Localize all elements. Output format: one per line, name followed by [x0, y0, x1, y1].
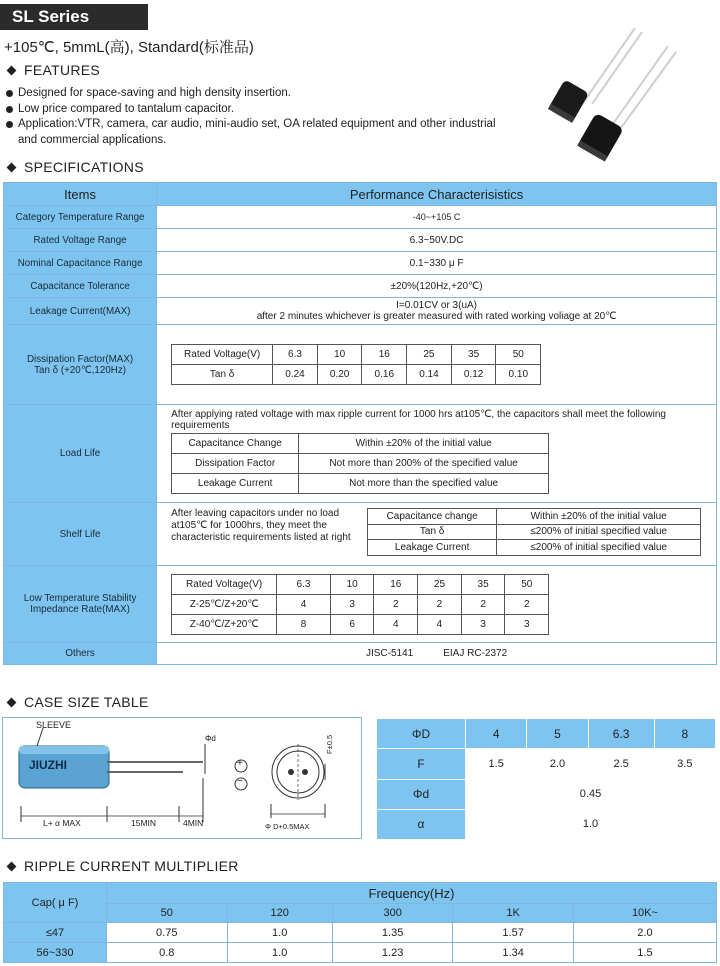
- case-drawing: [2, 717, 362, 839]
- items-header: Items: [4, 183, 157, 206]
- category-temp-label: Category Temperature Range: [4, 206, 157, 229]
- rated-voltage-value: 6.3~50V.DC: [157, 229, 717, 252]
- case-size-table: ΦD 4 5 6.3 8 F 1.5 2.0 2.5 3.5 Φd 0.45 α 1.0: [376, 718, 716, 840]
- feature-item: Low price compared to tantalum capacitor.: [4, 102, 504, 118]
- others-label: Others: [4, 643, 157, 665]
- category-temp-value: -40~+105 C: [157, 206, 717, 229]
- ripple-heading: RIPPLE CURRENT MULTIPLIER: [2, 858, 239, 874]
- leakage-value: I=0.01CV or 3(uA) after 2 minutes whichever is greater measured with rated working voliage at 20℃: [157, 298, 717, 325]
- dissipation-value: [157, 325, 717, 405]
- feature-item: Designed for space-saving and high density insertion.: [4, 86, 504, 102]
- dim-l-label: L+ α MAX: [43, 818, 81, 828]
- cap-tol-value: ±20%(120Hz,+20℃): [157, 275, 717, 298]
- ripple-table: Cap( μ F) Frequency(Hz) 50 120 300 1K 10K~ ≤47 0.75 1.0 1.35 1.57 2.0 56~330 0.8 1.0 1.23 1.34 1.5: [3, 882, 717, 963]
- table-row: ≤47 0.75 1.0 1.35 1.57 2.0: [4, 923, 717, 943]
- low-temp-table: Rated Voltage(V) 6.3 10 16 25 35 50 Z-25℃/Z+20℃ 4 3 2 2 2 2 Z-40℃/Z+20℃ 8 6 4 4 3 3: [171, 574, 549, 635]
- low-temp-value: [157, 566, 717, 643]
- case-size-heading: CASE SIZE TABLE: [2, 694, 149, 710]
- diamond-icon: [7, 862, 17, 872]
- series-subtitle: +105℃, 5mmL(高), Standard(标准品): [4, 39, 254, 56]
- brand-label: JIUZHI: [29, 758, 68, 772]
- specifications-heading: SPECIFICATIONS: [2, 159, 144, 175]
- diamond-icon: [7, 698, 17, 708]
- dim-4-label: 4MIN: [183, 818, 204, 828]
- dissipation-label: Dissipation Factor(MAX) Tan δ (+20℃,120Hz): [4, 325, 157, 405]
- specifications-table: [3, 182, 717, 665]
- load-life-value: After applying rated voltage with max ripple current for 1000 hrs at105℃, the capacitors shall meet the following requirements Capacitance Change Within ±20% of the initial value Dissipation Factor Not more than 200% of the specified value Leakage Current Not more than the specified value: [157, 405, 717, 503]
- minus-symbol: −: [237, 776, 243, 787]
- rated-voltage-label: Rated Voltage Range: [4, 229, 157, 252]
- load-life-table: Capacitance Change Within ±20% of the initial value Dissipation Factor Not more than 200% of the specified value Leakage Current Not more than the specified value: [171, 433, 549, 494]
- frequency-header: Frequency(Hz): [107, 883, 717, 904]
- plus-symbol: +: [237, 758, 243, 769]
- leakage-label: Leakage Current(MAX): [4, 298, 157, 325]
- low-temp-label: Low Temperature Stability Impedance Rate(MAX): [4, 566, 157, 643]
- series-title: SL Series: [0, 4, 148, 30]
- cap-header: Cap( μ F): [4, 883, 107, 923]
- sleeve-label: SLEEVE: [36, 720, 72, 730]
- dim-f-label: F±0.5: [325, 734, 334, 754]
- nominal-cap-label: Nominal Capacitance Range: [4, 252, 157, 275]
- shelf-life-value: After leaving capacitors under no load at105℃ for 1000hrs, they meet the characteristic requirements listed at right Capacitance change Within ±20% of the initial value Tan δ ≤200% of initial specified value Leakage Current ≤200% of initial specified value: [157, 503, 717, 566]
- others-value: JISC-5141 EIAJ RC-2372: [157, 643, 717, 665]
- load-life-label: Load Life: [4, 405, 157, 503]
- diamond-icon: [7, 66, 17, 76]
- dim-dia-label: Φ D+0.5MAX: [265, 822, 310, 831]
- features-list: [4, 86, 504, 148]
- capacitor-photo: [540, 20, 690, 170]
- performance-header: Performance Characterisistics: [157, 183, 717, 206]
- features-heading: FEATURES: [2, 62, 100, 78]
- dim-15-label: 15MIN: [131, 818, 157, 828]
- dissipation-table: Rated Voltage(V) 6.3 10 16 25 35 50 Tan δ 0.24 0.20 0.16 0.14 0.12 0.10: [171, 344, 541, 385]
- phi-d-label: Φd: [205, 734, 216, 743]
- nominal-cap-value: 0.1~330 μ F: [157, 252, 717, 275]
- shelf-life-table: Capacitance change Within ±20% of the initial value Tan δ ≤200% of initial specified value Leakage Current ≤200% of initial specified value: [367, 508, 701, 556]
- feature-item: Application:VTR, camera, car audio, mini-audio set, OA related equipment and other industrial and commercial applications.: [4, 117, 498, 148]
- diamond-icon: [7, 163, 17, 173]
- table-row: 56~330 0.8 1.0 1.23 1.34 1.5: [4, 943, 717, 963]
- shelf-life-label: Shelf Life: [4, 503, 157, 566]
- cap-tol-label: Capacitance Tolerance: [4, 275, 157, 298]
